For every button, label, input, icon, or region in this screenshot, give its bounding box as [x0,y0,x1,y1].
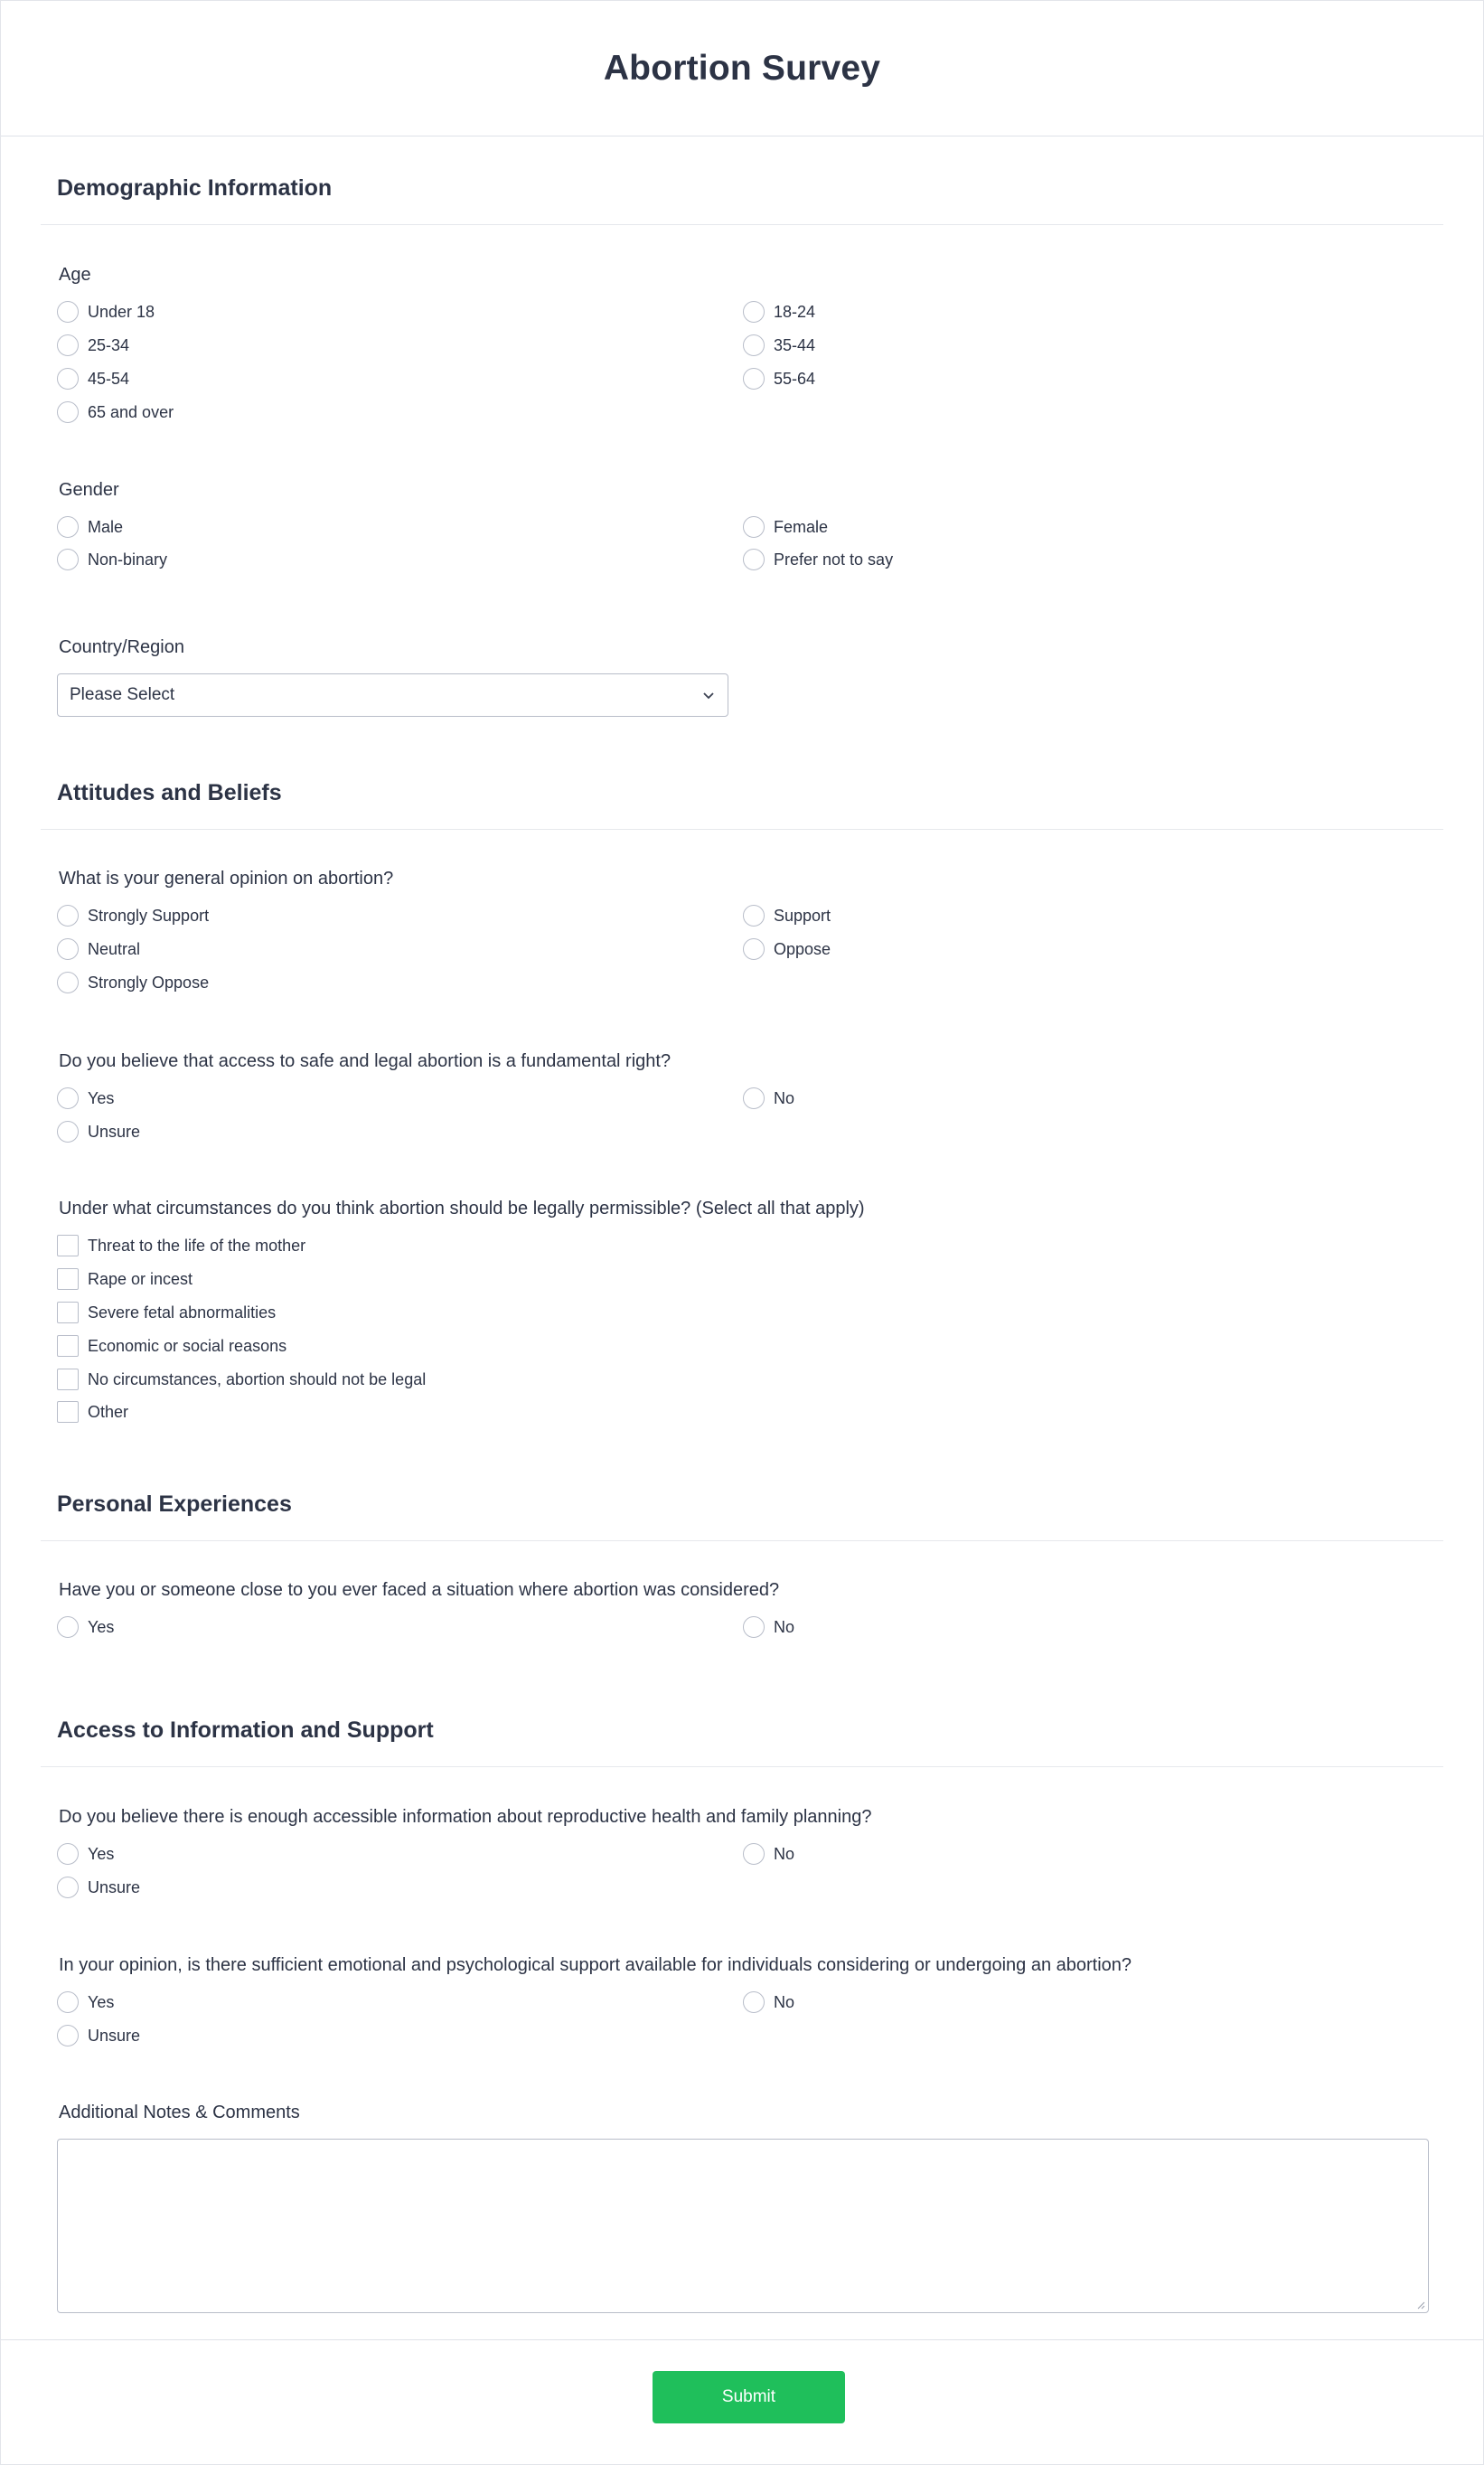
checkbox[interactable] [57,1235,79,1256]
radio-button[interactable] [743,1843,765,1865]
radio-button[interactable] [57,1087,79,1109]
gender-label: Gender [59,480,119,500]
gender-option-male[interactable]: Male [57,514,123,540]
checkbox[interactable] [57,1401,79,1423]
radio-button[interactable] [57,1616,79,1638]
checkbox[interactable] [57,1302,79,1323]
age-option-45-54[interactable]: 45-54 [57,366,129,391]
opinion-label: What is your general opinion on abortion? [59,869,394,889]
information-label: Do you believe there is enough accessible information about reproductive health and family planning? [59,1807,872,1827]
section-title-attitudes: Attitudes and Beliefs [57,780,282,805]
circumstances-option-fetal-abnormalities[interactable]: Severe fetal abnormalities [57,1300,276,1325]
radio-button[interactable] [57,2025,79,2046]
radio-button[interactable] [57,938,79,960]
right-option-unsure[interactable]: Unsure [57,1119,140,1144]
right-option-yes[interactable]: Yes [57,1086,114,1111]
radio-button[interactable] [743,938,765,960]
experience-option-no[interactable]: No [743,1614,794,1640]
radio-button[interactable] [743,368,765,390]
age-option-65-and-over[interactable]: 65 and over [57,400,174,425]
submit-button[interactable]: Submit [653,2371,845,2423]
right-option-no[interactable]: No [743,1086,794,1111]
checkbox[interactable] [57,1369,79,1390]
gender-option-prefer-not-to-say[interactable]: Prefer not to say [743,547,893,572]
age-label: Age [59,265,91,285]
opinion-option-neutral[interactable]: Neutral [57,936,140,962]
section-title-access: Access to Information and Support [57,1717,434,1743]
radio-button[interactable] [57,1991,79,2013]
radio-button[interactable] [57,516,79,538]
opinion-option-support[interactable]: Support [743,903,831,928]
circumstances-option-rape-or-incest[interactable]: Rape or incest [57,1266,193,1292]
footer-divider [1,2339,1483,2340]
radio-button[interactable] [57,905,79,927]
radio-button[interactable] [57,1877,79,1898]
form-header [1,1,1483,136]
section-divider [41,1540,1443,1541]
radio-button[interactable] [57,972,79,993]
circumstances-option-other[interactable]: Other [57,1399,128,1425]
opinion-option-strongly-oppose[interactable]: Strongly Oppose [57,970,209,995]
information-option-no[interactable]: No [743,1841,794,1867]
radio-button[interactable] [57,301,79,323]
radio-button[interactable] [743,301,765,323]
circumstances-option-no-circumstances[interactable]: No circumstances, abortion should not be legal [57,1367,426,1392]
resize-grip-icon[interactable] [1414,2299,1425,2310]
age-option-25-34[interactable]: 25-34 [57,333,129,358]
circumstances-option-threat-to-life[interactable]: Threat to the life of the mother [57,1233,305,1258]
opinion-option-oppose[interactable]: Oppose [743,936,831,962]
form-title: Abortion Survey [603,48,881,88]
country-select-value: Please Select [70,685,175,704]
circumstances-option-economic-social[interactable]: Economic or social reasons [57,1333,286,1359]
age-option-35-44[interactable]: 35-44 [743,333,815,358]
support-option-yes[interactable]: Yes [57,1990,114,2015]
gender-option-non-binary[interactable]: Non-binary [57,547,167,572]
radio-button[interactable] [743,1616,765,1638]
checkbox[interactable] [57,1268,79,1290]
radio-button[interactable] [57,1121,79,1143]
radio-button[interactable] [57,334,79,356]
radio-button[interactable] [743,334,765,356]
radio-button[interactable] [743,1991,765,2013]
information-option-yes[interactable]: Yes [57,1841,114,1867]
section-title-personal: Personal Experiences [57,1491,292,1517]
gender-option-female[interactable]: Female [743,514,828,540]
country-label: Country/Region [59,637,184,657]
age-option-under-18[interactable]: Under 18 [57,299,155,325]
radio-button[interactable] [743,549,765,570]
experience-label: Have you or someone close to you ever faced a situation where abortion was considered? [59,1580,780,1600]
radio-button[interactable] [57,1843,79,1865]
support-label: In your opinion, is there sufficient emotional and psychological support available for individuals considering or undergoing an abortion? [59,1955,1132,1975]
right-label: Do you believe that access to safe and legal abortion is a fundamental right? [59,1051,672,1071]
radio-button[interactable] [57,401,79,423]
notes-textarea[interactable] [57,2139,1429,2313]
support-option-unsure[interactable]: Unsure [57,2023,140,2048]
section-divider [41,829,1443,830]
support-option-no[interactable]: No [743,1990,794,2015]
experience-option-yes[interactable]: Yes [57,1614,114,1640]
section-title-demographic: Demographic Information [57,175,333,201]
age-option-18-24[interactable]: 18-24 [743,299,815,325]
radio-button[interactable] [57,549,79,570]
circumstances-label: Under what circumstances do you think abortion should be legally permissible? (Select all that apply) [59,1199,865,1218]
radio-button[interactable] [57,368,79,390]
opinion-option-strongly-support[interactable]: Strongly Support [57,903,209,928]
section-divider [41,1766,1443,1767]
section-divider [41,224,1443,225]
radio-button[interactable] [743,516,765,538]
radio-button[interactable] [743,905,765,927]
checkbox[interactable] [57,1335,79,1357]
age-option-55-64[interactable]: 55-64 [743,366,815,391]
radio-button[interactable] [743,1087,765,1109]
country-select[interactable] [57,673,728,717]
notes-label: Additional Notes & Comments [59,2103,300,2122]
information-option-unsure[interactable]: Unsure [57,1875,140,1900]
chevron-down-icon [700,687,717,703]
